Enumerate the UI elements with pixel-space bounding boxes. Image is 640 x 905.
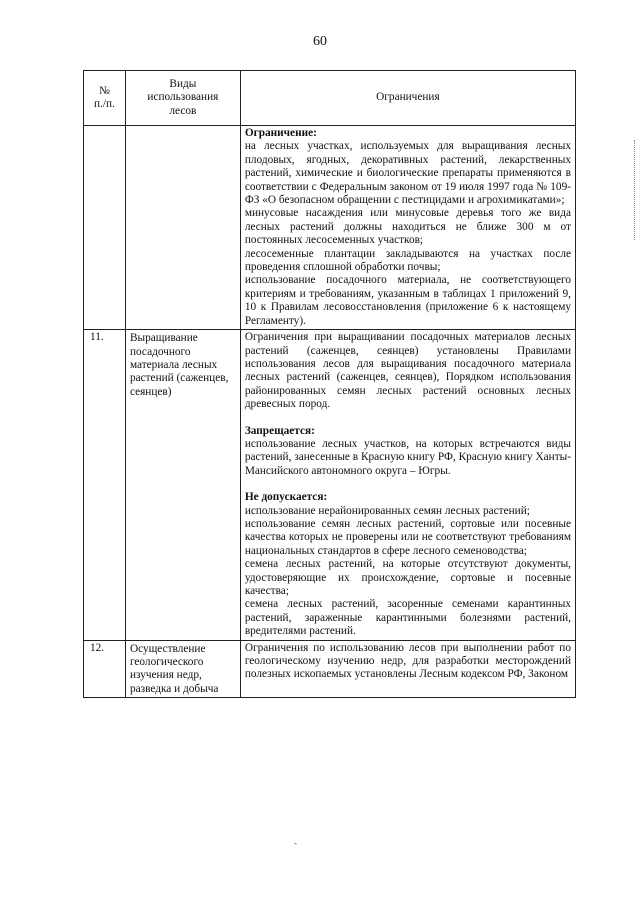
restriction-line-1: на лесных участках, используемых для выращивания лесных плодовых, ягодных, декоративных растений, лекарственных растений, химические и биологические препараты применяются в соответствии с Федеральным законом от 19 июля 1997 года № 109-ФЗ «О безопасном обращении с пестицидами и агрохимикатами»; [244, 140, 571, 207]
row11-forbidden-text: использование лесных участков, на которых встречаются виды растений, занесенные в Красную книгу РФ, Красную книгу Ханты-Мансийского автономного округа – Югры. [244, 437, 571, 477]
page-number: 60 [313, 34, 327, 49]
row11-restrictions [240, 330, 575, 641]
row11-not-allowed-title: Не допускается: [244, 491, 328, 504]
row11-not-allowed-4: семена лесных растений, засоренные семенами карантинных растений, зараженные карантинными болезнями растений, вредителями растений. [244, 598, 571, 638]
table-row-12 [84, 640, 576, 698]
restriction-title: Ограничение: [244, 127, 317, 139]
row-cont-num [84, 126, 126, 330]
row-cont-restrictions [240, 126, 575, 330]
table-row-11 [84, 330, 576, 641]
row12-num: 12. [84, 640, 126, 698]
row11-forbidden-title: Запрещается: [244, 424, 315, 437]
row11-num: 11. [84, 330, 126, 641]
row11-not-allowed-2: использование семян лесных растений, сортовые или посевные качества которых не проверены или не соответствуют требованиям национальных стандартов в сфере лесного семеноводства; [244, 517, 571, 557]
row12-kind: Осуществление геологического изучения недр, разведка и добыча [125, 640, 240, 698]
table-row-continued [84, 126, 576, 330]
row11-intro: Ограничения при выращивании посадочных материалов лесных растений (саженцев, сеянцев) установлены Правилами использования лесов для выращивания посадочного материала лесных растений (саженцев, сеянцев), Порядком использования районированных семян лесных растений основных лесных древесных пород. [244, 331, 571, 411]
header-restrictions: Ограничения [240, 71, 575, 126]
header-num: № п./п. [84, 71, 126, 126]
restriction-line-4: использование посадочного материала, не соответствующего критериям и требованиям, указанным в таблицах 1 приложений 9, 10 к Правилам лесовосстановления (приложение 6 к настоящему Регламенту). [244, 274, 571, 327]
row-cont-kind [125, 126, 240, 330]
restriction-line-3: лесосеменные плантации закладываются на участках после проведения сплошной обработки почвы; [244, 247, 571, 274]
row11-kind: Выращивание посадочного материала лесных растений (саженцев, сеянцев) [125, 330, 240, 641]
row12-restrictions: Ограничения по использованию лесов при выполнении работ по геологическому изучению недр, для разработки месторождений полезных ископаемых установлены Лесным кодексом РФ, Законом [240, 640, 575, 698]
header-kind: Виды использования лесов [125, 71, 240, 126]
row11-not-allowed-1: использование нерайонированных семян лесных растений; [244, 504, 530, 517]
page-edge-mark [634, 140, 636, 240]
row11-not-allowed-3: семена лесных растений, на которые отсутствуют документы, удостоверяющие их происхождение, сортовые и посевные качества; [244, 558, 571, 597]
footer-mark: - [294, 838, 297, 848]
table-header-row [84, 71, 576, 126]
restriction-line-2: минусовые насаждения или минусовые деревья того же вида лесных растений должны находиться не ближе 300 м от постоянных лесосеменных участков; [244, 207, 571, 247]
restrictions-table [83, 70, 576, 698]
